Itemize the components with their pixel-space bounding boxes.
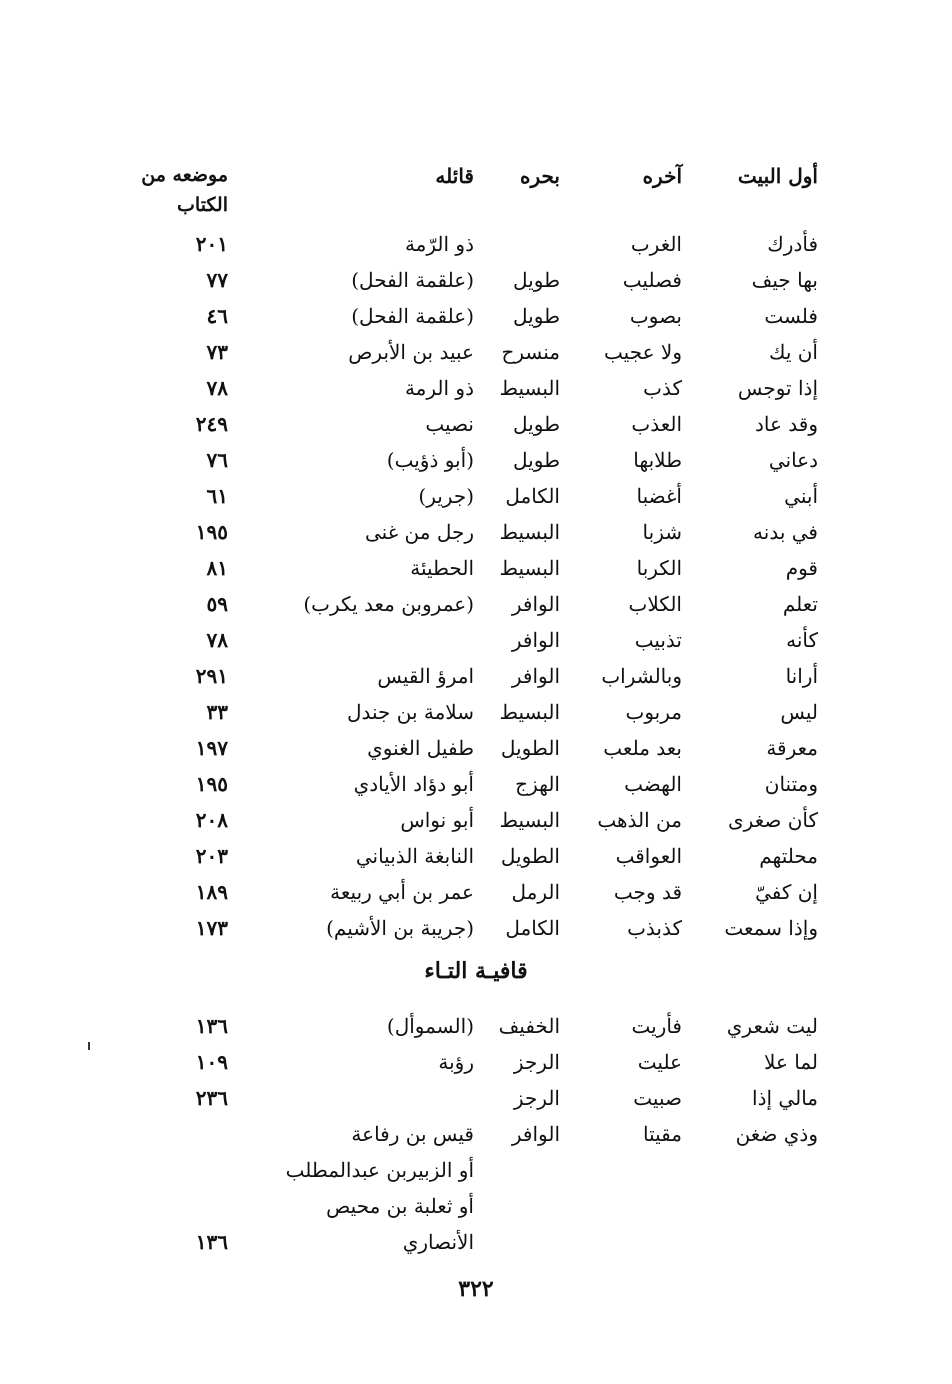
last-word-cell: الغرب (630, 232, 682, 256)
header-position-line1: موضعه من (141, 164, 228, 186)
page-ref-cell: ٢٩١ (195, 664, 228, 688)
last-word-cell: ولا عجيب (604, 340, 682, 364)
last-word-cell: أغضبا (636, 484, 682, 508)
poet-cell: (علقمة الفحل) (351, 304, 474, 328)
first-word-cell: دعاني (768, 448, 818, 472)
meter-cell: البسيط (499, 808, 560, 832)
meter-cell: الرجز (513, 1050, 560, 1074)
page-ref-cell: ٧٧ (206, 268, 228, 292)
page-ref-cell: ٧٨ (206, 628, 228, 652)
page-ref-cell: ٢٠٣ (195, 844, 228, 868)
page-ref-cell: ٢٣٦ (195, 1086, 228, 1110)
last-word-cell: تذبيب (634, 628, 682, 652)
poet-cell: أبو دؤاد الأيادي (353, 772, 474, 796)
last-word-cell: طلابها (633, 448, 682, 472)
poet-cell: سلامة بن جندل (346, 700, 474, 724)
first-word-cell: فلست (764, 304, 818, 328)
page-ref-cell: ٧٣ (206, 340, 228, 364)
poet-cell: (جرير) (418, 484, 474, 508)
last-word-cell: العذب (631, 412, 682, 436)
last-word-cell: من الذهب (597, 808, 682, 832)
poet-cell: نصيب (425, 412, 474, 436)
page-ref-cell: ١٨٩ (195, 880, 228, 904)
first-word-cell: معرقة (766, 736, 818, 760)
page-ref-cell: ٨١ (206, 556, 228, 580)
poet-cell: عمر بن أبي ربيعة (330, 880, 474, 904)
poet-cell: النابغة الذبياني (355, 844, 474, 868)
poet-continuation-line: الأنصاري (402, 1230, 474, 1254)
first-word-cell: مالي إذا (752, 1086, 818, 1110)
page-ref-cell: ٥٩ (206, 592, 228, 616)
page-ref-cell: ٢٠١ (195, 232, 228, 256)
first-word-cell: بها جيف (751, 268, 818, 292)
page-ref-cell: ٢٠٨ (195, 808, 228, 832)
meter-cell: الخفيف (498, 1014, 560, 1038)
poet-cell: رؤبة (438, 1050, 474, 1074)
last-word-cell: وبالشراب (601, 664, 682, 688)
first-word-cell: قوم (785, 556, 818, 580)
page-ref-cell: ١٠٩ (195, 1050, 228, 1074)
poet-cell: (السموأل) (386, 1014, 474, 1038)
page-number: ٣٢٢ (458, 1276, 494, 1302)
page-ref-cell: ١٧٣ (195, 916, 228, 940)
meter-cell: الكامل (505, 916, 560, 940)
poet-cell: ذو الرمة (404, 376, 474, 400)
first-word-cell: كأن صغرى (728, 808, 818, 832)
first-word-cell: ليت شعري (726, 1014, 818, 1038)
section-title-taa: قافيـة التـاء (424, 958, 528, 984)
last-word-cell: بعد ملعب (603, 736, 682, 760)
first-word-cell: محلتهم (759, 844, 818, 868)
first-word-cell: وإذا سمعت (724, 916, 818, 940)
page-ref-cell: ٢٤٩ (195, 412, 228, 436)
last-word-cell: صبيت (633, 1086, 682, 1110)
last-word-cell: مقيتا (643, 1122, 682, 1146)
meter-cell: الوافر (511, 628, 560, 652)
meter-cell: منسرح (501, 340, 560, 364)
first-word-cell: أبني (784, 484, 818, 508)
last-word-cell: بصوب (629, 304, 682, 328)
page-ref-cell: ١٩٧ (195, 736, 228, 760)
header-last-word: آخره (642, 164, 682, 188)
meter-cell: طويل (513, 268, 560, 292)
meter-cell: الهزج (515, 772, 560, 796)
page-ref-cell: ٤٦ (206, 304, 228, 328)
meter-cell: طويل (513, 304, 560, 328)
meter-cell: الطويل (500, 844, 560, 868)
meter-cell: الوافر (511, 664, 560, 688)
poet-cell: (أبو ذؤيب) (386, 448, 474, 472)
first-word-cell: كأنه (786, 628, 818, 652)
last-word-cell: كذبذب (627, 916, 682, 940)
poet-cell: أبو نواس (400, 808, 474, 832)
first-word-cell: إذا توجس (737, 376, 818, 400)
last-word-cell: الكربا (636, 556, 682, 580)
poet-cell: (علقمة الفحل) (351, 268, 474, 292)
first-word-cell: ومتنان (764, 772, 818, 796)
poet-continuation-line: أو ثعلبة بن محيص (326, 1194, 474, 1218)
meter-cell: طويل (513, 412, 560, 436)
last-word-cell: قد وجب (613, 880, 682, 904)
header-first-word: أول البيت (737, 164, 818, 188)
last-word-cell: عليت (637, 1050, 682, 1074)
meter-cell: الوافر (511, 592, 560, 616)
meter-cell: البسيط (499, 700, 560, 724)
first-word-cell: وذي ضغن (735, 1122, 818, 1146)
page-ref-cell: ١٩٥ (195, 520, 228, 544)
last-word-cell: الهضب (624, 772, 682, 796)
first-word-cell: إن كفيّ (755, 880, 818, 904)
first-word-cell: لما علا (764, 1050, 818, 1074)
first-word-cell: تعلم (782, 592, 818, 616)
first-word-cell: فأدرك (767, 232, 818, 256)
meter-cell: طويل (513, 448, 560, 472)
page-ref-cell: ١٩٥ (195, 772, 228, 796)
header-position-line2: الكتاب (177, 194, 228, 216)
poet-continuation-line: أو الزبيربن عبدالمطلب (285, 1158, 474, 1182)
meter-cell: الوافر (511, 1122, 560, 1146)
page-ref-cell: ٣٣ (206, 700, 228, 724)
margin-mark (88, 1042, 90, 1050)
header-meter: بحره (520, 164, 560, 188)
page-ref-cell: ١٣٦ (195, 1230, 228, 1254)
header-poet: قائله (435, 164, 474, 188)
first-word-cell: أرانا (785, 664, 818, 688)
poet-cell: طفيل الغنوي (367, 736, 474, 760)
meter-cell: البسيط (499, 376, 560, 400)
meter-cell: الكامل (505, 484, 560, 508)
meter-cell: الرمل (511, 880, 560, 904)
meter-cell: الطويل (500, 736, 560, 760)
page-ref-cell: ١٣٦ (195, 1014, 228, 1038)
last-word-cell: فأريت (631, 1014, 682, 1038)
meter-cell: البسيط (499, 556, 560, 580)
page-ref-cell: ٧٦ (206, 448, 228, 472)
first-word-cell: ليس (780, 700, 818, 724)
last-word-cell: مربوب (625, 700, 682, 724)
last-word-cell: العواقب (615, 844, 682, 868)
first-word-cell: في بدنه (753, 520, 818, 544)
last-word-cell: الكلاب (628, 592, 682, 616)
poet-cell: الحطيئة (410, 556, 474, 580)
poet-cell: رجل من غنى (365, 520, 474, 544)
page-ref-cell: ٧٨ (206, 376, 228, 400)
poet-cell: (عمروبن معد يكرب) (303, 592, 474, 616)
first-word-cell: أن يك (768, 340, 818, 364)
meter-cell: الرجز (513, 1086, 560, 1110)
last-word-cell: فصليب (622, 268, 682, 292)
poet-cell: قيس بن رفاعة (351, 1122, 474, 1146)
poet-cell: ذو الرّمة (404, 232, 474, 256)
page-ref-cell: ٦١ (206, 484, 228, 508)
meter-cell: البسيط (499, 520, 560, 544)
last-word-cell: كذب (643, 376, 682, 400)
poet-cell: امرؤ القيس (377, 664, 474, 688)
poet-cell: (جريبة بن الأشيم) (326, 916, 474, 940)
last-word-cell: شزبا (642, 520, 682, 544)
first-word-cell: وقد عاد (754, 412, 818, 436)
poet-cell: عبيد بن الأبرص (348, 340, 474, 364)
